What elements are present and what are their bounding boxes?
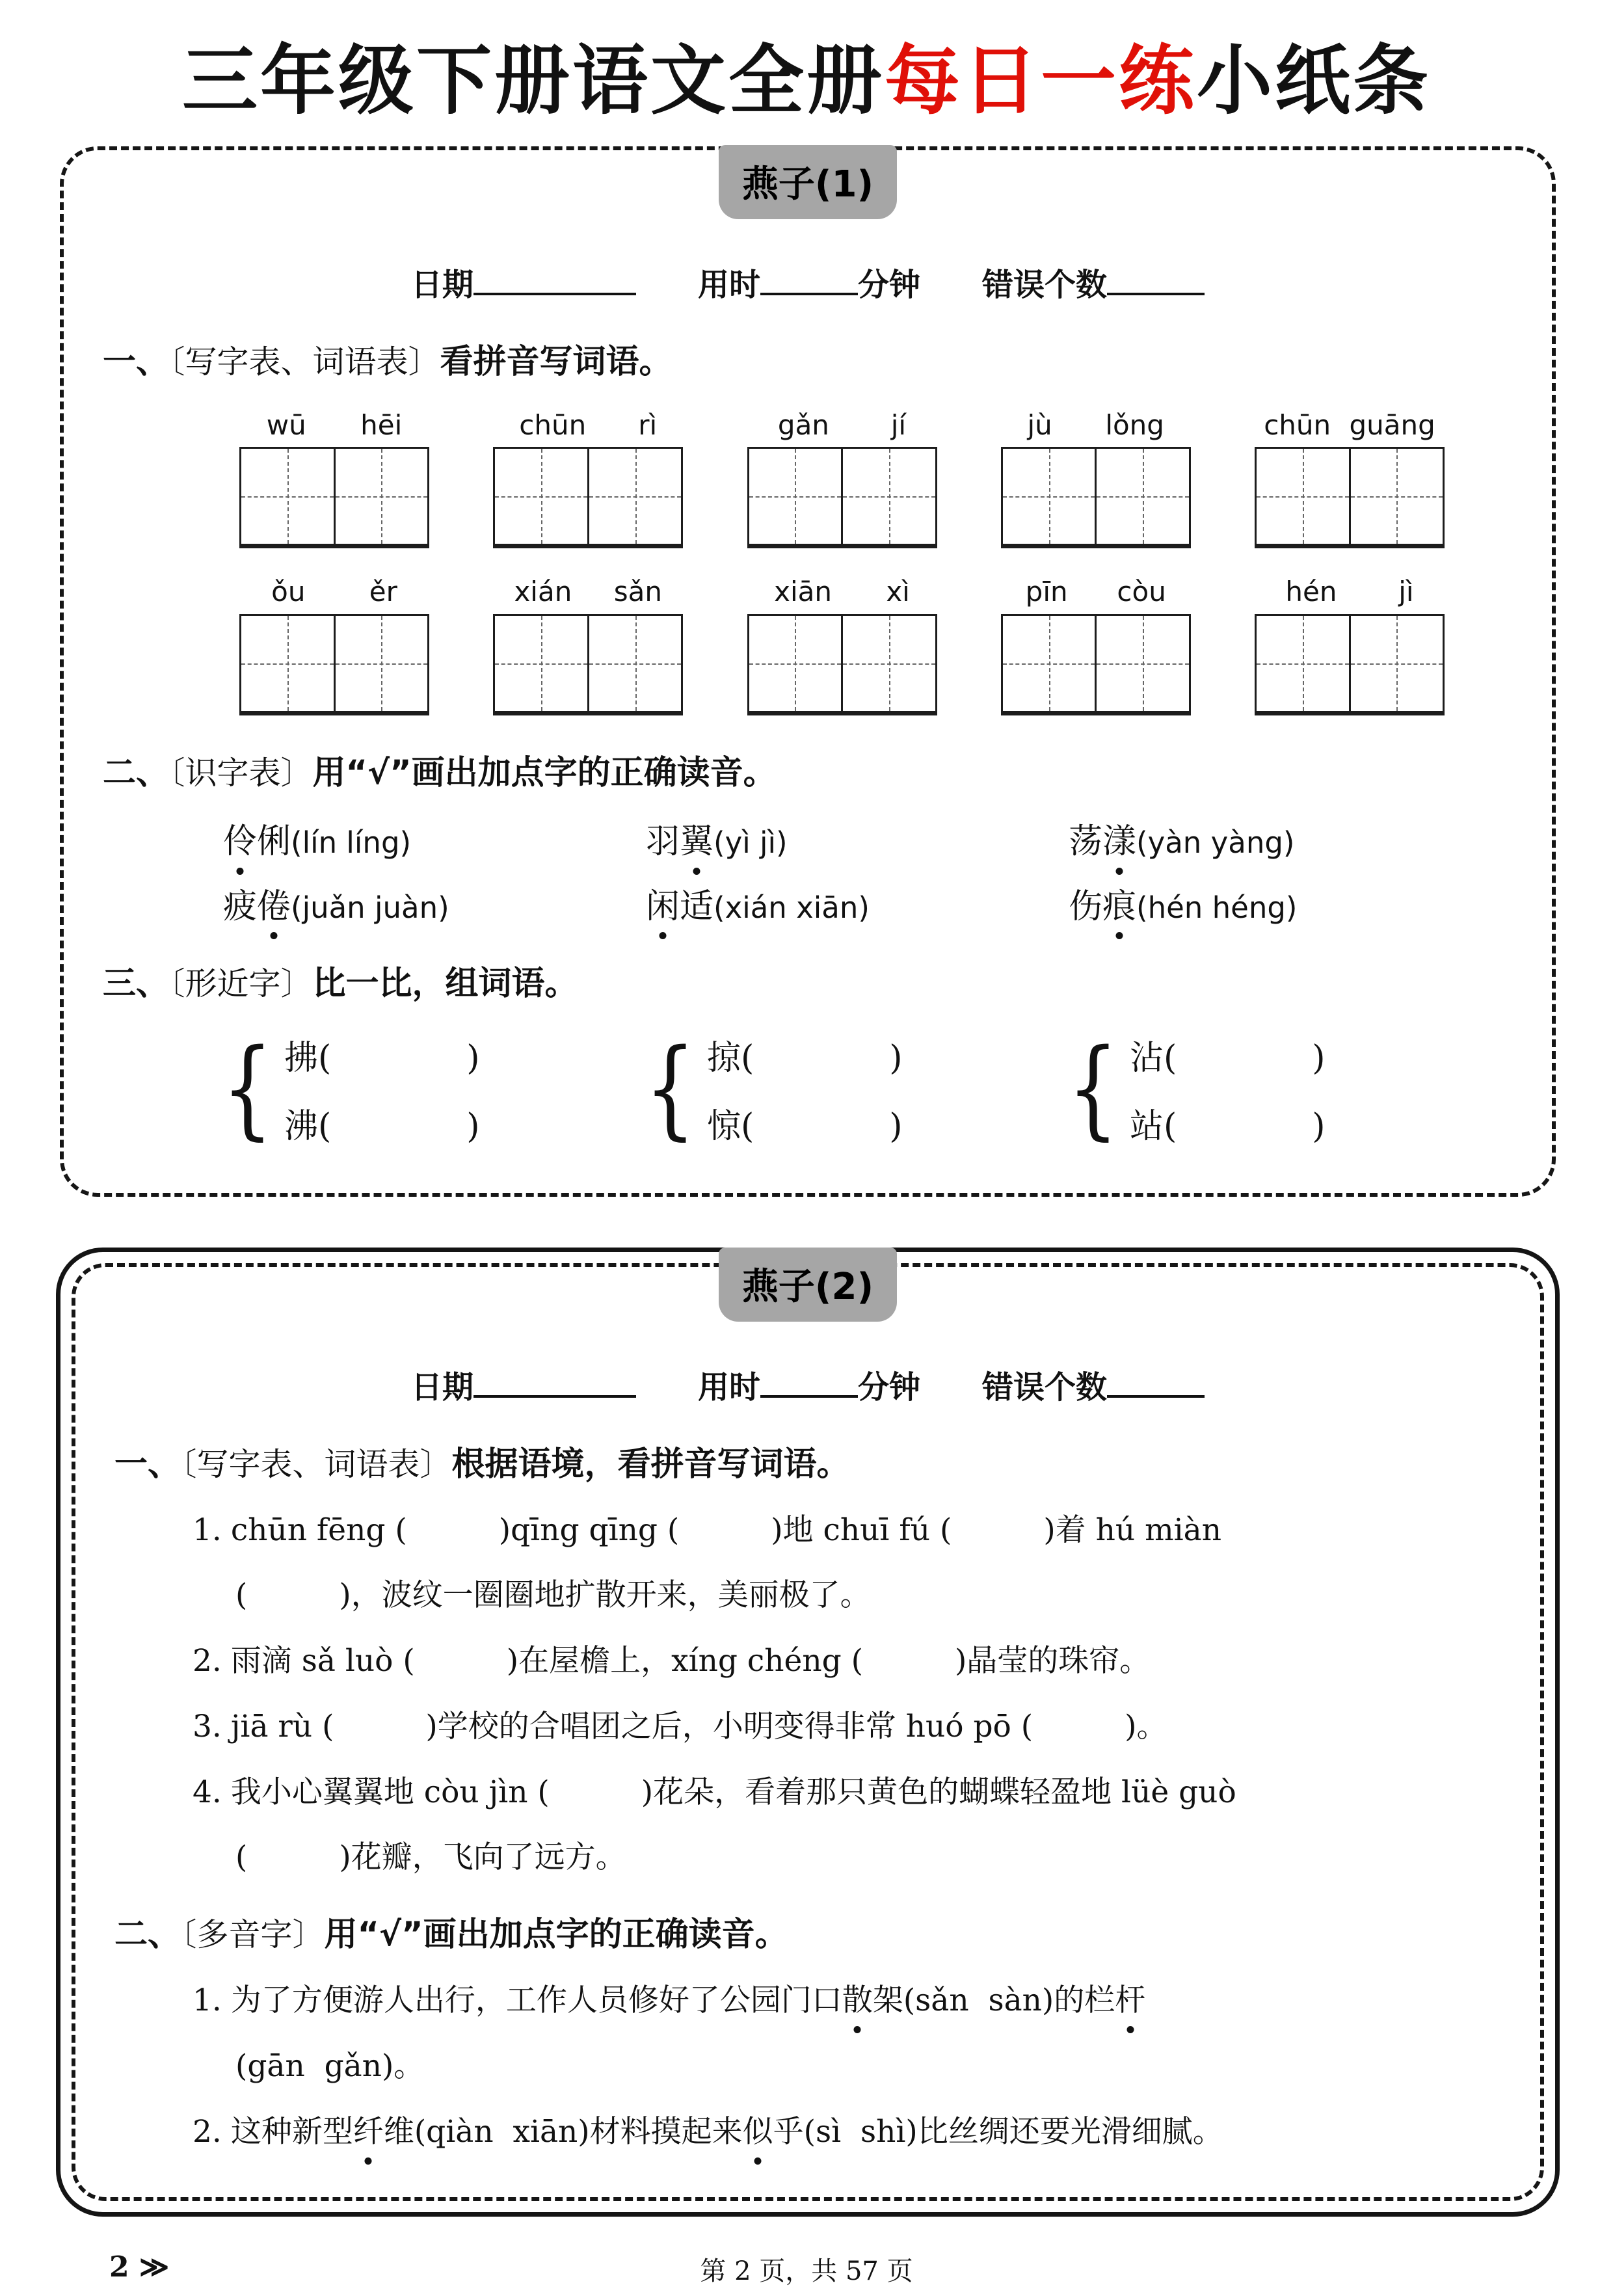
sentence-text: jiā rù ( )学校的合唱团之后，小明变得非常 huó pō ( )。 (230, 1708, 1167, 1744)
pinyin-syllable: chūn (1264, 409, 1331, 442)
sentence-text: 维(qiàn xiān)材料摸起来 (383, 2113, 743, 2150)
dotted-char: 杆 (1115, 1982, 1145, 2020)
vocab-item (223, 823, 646, 862)
sentence-line (193, 1708, 1501, 1746)
badge-wrap (114, 1267, 1501, 1322)
time-label: 用时 (697, 1368, 760, 1406)
pinyin-label (239, 577, 429, 607)
pinyin-write-group (1001, 410, 1191, 548)
vocab-char: 俐 (257, 821, 291, 861)
vocab-char: 疲 (223, 887, 258, 926)
errors-blank-line (1107, 263, 1205, 295)
brace-icon: { (1067, 1026, 1119, 1151)
section-number: 二、 (103, 753, 170, 792)
page-number: 2 (109, 2250, 129, 2284)
date-label: 日期 (410, 1368, 473, 1406)
item-number: 2. (193, 2113, 222, 2150)
bracket-tag: 〔多音字〕 (181, 1916, 325, 1954)
pinyin-options: (juǎn juàn) (291, 890, 449, 925)
pinyin-label (239, 410, 429, 440)
bracket-tag: 〔识字表〕 (169, 754, 313, 792)
date-blank-line (473, 263, 636, 295)
tianzi-cell (841, 449, 935, 544)
tianzi-cell (334, 449, 428, 544)
minutes-label: 分钟 (858, 267, 921, 303)
page-footer (0, 2250, 1613, 2296)
tianzi-cell (495, 616, 587, 711)
dotted-char: 翼 (680, 821, 714, 861)
pinyin-label (747, 410, 937, 440)
vocab-item (1069, 823, 1513, 862)
tianzi-grid (747, 447, 937, 548)
title-part-2: 小纸条 (1197, 36, 1431, 125)
sentence-line (193, 1982, 1501, 2020)
error-count-field (982, 1362, 1205, 1407)
pinyin-write-group (747, 410, 937, 548)
minutes-label: 分钟 (858, 1368, 921, 1406)
sentence-text: 为了方便游人出行，工作人员修好了公园门口 (230, 1982, 842, 2019)
dotted-char: 漾 (1102, 821, 1137, 861)
pinyin-label (493, 410, 683, 440)
pinyin-syllable: xián (514, 576, 572, 608)
pinyin-label (1001, 410, 1191, 440)
sentence-text: 这种新型 (230, 2113, 353, 2150)
vocab-char: 适 (680, 887, 714, 926)
section-heading-3 (103, 964, 1513, 1004)
compare-pair (1059, 1026, 1513, 1151)
pinyin-options: (yàn yàng) (1136, 825, 1295, 860)
tianzi-cell (1349, 449, 1443, 544)
duration-field (698, 1362, 920, 1407)
tianzi-cell (1257, 449, 1349, 544)
sentence-text: (gān gǎn)。 (235, 2048, 425, 2085)
dotted-char: 散 (842, 1982, 873, 2020)
tianzi-cell (1095, 449, 1189, 544)
pinyin-label (1255, 577, 1445, 607)
pinyin-label (1001, 577, 1191, 607)
time-blank-line (760, 263, 858, 295)
pinyin-syllable: lǒng (1105, 409, 1164, 442)
dotted-char: 纤 (353, 2113, 384, 2152)
pinyin-options: (yì jì) (713, 825, 788, 860)
sentence-line-continuation (235, 1839, 1501, 1877)
tianzi-cell (1095, 616, 1189, 711)
pinyin-syllable: rì (638, 409, 658, 442)
sentence-line (193, 1774, 1501, 1812)
item-number: 1. (193, 1512, 222, 1548)
tianzi-cell (1003, 616, 1095, 711)
dotted-char: 似 (743, 2113, 773, 2152)
item-number: 3. (193, 1708, 222, 1744)
vocab-item (646, 823, 1069, 862)
time-label: 用时 (697, 267, 760, 303)
pinyin-write-group (239, 410, 429, 548)
compare-word-bottom: 惊( ) (706, 1106, 903, 1146)
tianzi-grid (747, 614, 937, 715)
meta-row (114, 1362, 1501, 1407)
pinyin-options: (hén héng) (1136, 890, 1298, 925)
pinyin-syllable: gǎn (777, 409, 829, 442)
pinyin-syllable: sǎn (613, 576, 663, 608)
pinyin-options: (xián xiān) (713, 890, 870, 925)
sentence-text: ( )花瓣，飞向了远方。 (235, 1839, 626, 1876)
vocab-item (223, 888, 646, 927)
pinyin-write-group (747, 577, 937, 715)
chevrons-icon: ≫ (139, 2250, 170, 2284)
sentence-items (193, 1982, 1501, 2151)
pinyin-syllable: jì (1398, 576, 1414, 608)
pinyin-syllable: hēi (360, 409, 403, 442)
sentence-line-continuation (235, 2048, 1501, 2086)
sentence-items (193, 1512, 1501, 1878)
section-title-text: 根据语境，看拼音写词语。 (451, 1445, 850, 1484)
tianzi-cell (334, 616, 428, 711)
vocab-grid (223, 823, 1513, 927)
tianzi-cell (1257, 616, 1349, 711)
lesson-badge: 燕子(2) (719, 1248, 897, 1322)
section-heading-2 (114, 1915, 1501, 1955)
date-field (411, 260, 636, 304)
section-heading-1 (114, 1445, 1501, 1484)
section-title-text: 看拼音写词语。 (440, 343, 673, 381)
pinyin-label (747, 577, 937, 607)
sentence-line (193, 1512, 1501, 1550)
tianzi-grid (239, 614, 429, 715)
vocab-char: 荡 (1069, 821, 1103, 861)
errors-blank-line (1107, 1365, 1205, 1398)
worksheet-box-yanzi-2 (72, 1263, 1544, 2201)
compare-pair (636, 1026, 1059, 1151)
section-title-text: 比一比，组词语。 (312, 965, 578, 1004)
error-count-field (982, 260, 1205, 304)
pinyin-write-group (493, 410, 683, 548)
pinyin-write-group (1001, 577, 1191, 715)
tianzi-cell (241, 616, 334, 711)
pinyin-grid-row-1 (239, 410, 1445, 548)
brace-icon: { (645, 1026, 696, 1151)
section-number: 一、 (114, 1445, 181, 1484)
dotted-char: 痕 (1102, 887, 1137, 926)
pinyin-syllable: chūn (519, 409, 587, 442)
item-number: 2. (193, 1643, 222, 1679)
tianzi-grid (1255, 447, 1445, 548)
errors-label: 错误个数 (982, 1368, 1108, 1406)
pinyin-syllable: guāng (1349, 409, 1435, 442)
compare-pair (213, 1026, 636, 1151)
dotted-char: 闲 (646, 887, 680, 926)
lesson-badge: 燕子(1) (719, 145, 897, 219)
tianzi-grid (493, 447, 683, 548)
section-title-text: 用“√”画出加点字的正确读音。 (312, 753, 777, 792)
compare-word-bottom: 站( ) (1129, 1106, 1326, 1146)
bracket-tag: 〔形近字〕 (169, 965, 313, 1003)
bracket-tag: 〔写字表、词语表〕 (169, 343, 440, 380)
title-part-1: 三年级下册语文全册 (182, 36, 885, 125)
pinyin-options: (lín líng) (291, 825, 412, 860)
compare-word-top: 掠( ) (706, 1038, 903, 1078)
tianzi-cell (495, 449, 587, 544)
sentence-text: 乎(sì shì)比丝绸还要光滑细腻。 (773, 2113, 1223, 2150)
sentence-text: 架(sǎn sàn)的栏 (872, 1982, 1115, 2019)
page-indicator: 第 2 页，共 57 页 (700, 2256, 913, 2286)
pinyin-syllable: hén (1285, 576, 1337, 608)
duration-field (698, 260, 920, 304)
tianzi-grid (1255, 614, 1445, 715)
pinyin-write-group (1255, 577, 1445, 715)
vocab-item (1069, 888, 1513, 927)
worksheet-box-yanzi-2-outer (56, 1248, 1560, 2217)
errors-label: 错误个数 (982, 267, 1108, 303)
pinyin-syllable: còu (1117, 576, 1166, 608)
section-number: 二、 (114, 1916, 181, 1955)
sentence-text: 我小心翼翼地 còu jìn ( )花朵，看着那只黄色的蝴蝶轻盈地 lüè guò (230, 1774, 1236, 1810)
compare-word-bottom: 沸( ) (284, 1106, 480, 1146)
compare-pairs-row (213, 1026, 1513, 1151)
brace-icon: { (222, 1026, 273, 1151)
title-highlight-red: 每日一练 (885, 36, 1197, 125)
pinyin-syllable: wū (266, 409, 306, 442)
section-heading-1 (103, 342, 1513, 382)
tianzi-cell (749, 449, 842, 544)
worksheet-box-yanzi-1 (60, 146, 1556, 1197)
compare-word-top: 沾( ) (1129, 1038, 1326, 1078)
tianzi-cell (587, 449, 682, 544)
tianzi-grid (1001, 614, 1191, 715)
dotted-char: 倦 (257, 887, 291, 926)
vocab-char: 伤 (1069, 887, 1103, 926)
tianzi-cell (1349, 616, 1443, 711)
tianzi-cell (841, 616, 935, 711)
pinyin-write-group (493, 577, 683, 715)
bracket-tag: 〔写字表、词语表〕 (181, 1445, 452, 1483)
time-blank-line (760, 1365, 858, 1398)
sentence-line-continuation (235, 1577, 1501, 1615)
section-heading-2 (103, 753, 1513, 793)
pinyin-write-group (1255, 410, 1445, 548)
pinyin-label (493, 577, 683, 607)
page-title (0, 0, 1613, 128)
tianzi-grid (239, 447, 429, 548)
sentence-text: ( )，波纹一圈圈地扩散开来，美丽极了。 (235, 1577, 871, 1614)
item-number: 1. (193, 1982, 222, 2019)
tianzi-grid (493, 614, 683, 715)
page-number-left (109, 2250, 169, 2284)
tianzi-cell (587, 616, 682, 711)
compare-word-top: 拂( ) (284, 1038, 480, 1078)
pinyin-syllable: jí (890, 409, 907, 442)
sentence-line (193, 1642, 1501, 1681)
date-blank-line (473, 1365, 636, 1398)
tianzi-grid (1001, 447, 1191, 548)
tianzi-cell (241, 449, 334, 544)
tianzi-cell (749, 616, 842, 711)
sentence-line (193, 2113, 1501, 2152)
pinyin-syllable: xì (886, 576, 910, 608)
pinyin-syllable: ǒu (271, 576, 306, 608)
date-field (411, 1362, 636, 1407)
dotted-char: 伶 (223, 821, 258, 861)
pinyin-grid-row-2 (239, 577, 1445, 715)
vocab-item (646, 888, 1069, 927)
date-label: 日期 (410, 267, 473, 303)
pinyin-syllable: jù (1027, 409, 1052, 442)
pinyin-syllable: ěr (369, 576, 397, 608)
sentence-text: chūn fēng ( )qīng qīng ( )地 chuī fú ( )着 hú miàn (230, 1512, 1221, 1548)
item-number: 4. (193, 1774, 222, 1810)
badge-wrap (103, 150, 1513, 219)
pinyin-write-group (239, 577, 429, 715)
section-title-text: 用“√”画出加点字的正确读音。 (324, 1916, 788, 1955)
section-number: 三、 (103, 965, 170, 1004)
pinyin-syllable: pīn (1025, 576, 1068, 608)
meta-row (103, 260, 1513, 304)
pinyin-label (1255, 410, 1445, 440)
vocab-char: 羽 (646, 821, 680, 861)
tianzi-cell (1003, 449, 1095, 544)
pinyin-syllable: xiān (774, 576, 833, 608)
sentence-text: 雨滴 sǎ luò ( )在屋檐上，xíng chéng ( )晶莹的珠帘。 (230, 1643, 1151, 1679)
section-number: 一、 (103, 343, 170, 381)
